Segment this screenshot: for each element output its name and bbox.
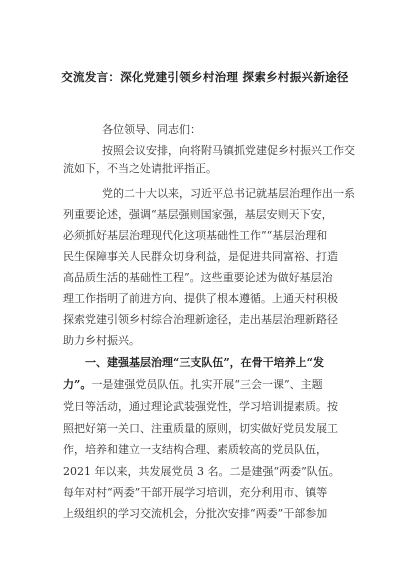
- paragraph-line: 流如下，不当之处请批评指正。: [63, 162, 217, 175]
- paragraph-line: 各位领导、同志们：: [102, 123, 201, 136]
- paragraph-line: 理工作指明了前进方向、提供了根本遵循。上通天村积极: [63, 292, 338, 305]
- paragraph-line: 列重要论述，强调“基层强则国家强，基层安则天下安，: [63, 208, 333, 221]
- paragraph-line: 必须抓好基层治理现代化这项基础性工作”“基层治理和: [63, 229, 328, 242]
- paragraph-line: 按照会议安排，向将附马镇抓党建促乡村振兴工作交: [102, 144, 355, 157]
- text-segment: 一是建强党员队伍。扎实开展“三会一课”、主题: [91, 378, 323, 391]
- paragraph-line: 上级组织的学习交流机会，分批次安排“两委”干部参加: [63, 507, 328, 520]
- paragraph-line: 助力乡村振兴。: [63, 334, 140, 347]
- paragraph-line: 照把好第一关口、注重质量的原则，切实做好党员发展工: [63, 422, 338, 435]
- document-title: 交流发言：深化党建引领乡村治理 探索乡村振兴新途径: [61, 70, 349, 84]
- paragraph-line: 每年对村“两委”干部开展学习培训，充分利用市、镇等: [63, 486, 328, 499]
- paragraph-line: 党日等活动，通过理论武装强党性，学习培训提素质。按: [63, 400, 338, 413]
- paragraph-line: 探索党建引领乡村综合治理新途径，走出基层治理新路径: [63, 313, 338, 326]
- bold-text-segment: 力”。: [63, 378, 92, 391]
- paragraph-line: 2021 年以来，共发展党员 3 名。二是建强“两委”队伍。: [63, 465, 340, 478]
- paragraph-line: 一、建强基层治理“三支队伍”，在骨干培养上“发: [85, 356, 324, 369]
- paragraph-line: 党的二十大以来，习近平总书记就基层治理作出一系: [102, 187, 355, 200]
- paragraph-line: [63, 378, 323, 392]
- paragraph-line: 作，培养和建立一支结构合理、素质较高的党员队伍，: [63, 443, 327, 456]
- paragraph-line: 高品质生活的基础性工程”。这些重要论述为做好基层治: [63, 271, 333, 284]
- paragraph-line: 民生保障事关人民群众切身利益，是促进共同富裕、打造: [63, 250, 338, 263]
